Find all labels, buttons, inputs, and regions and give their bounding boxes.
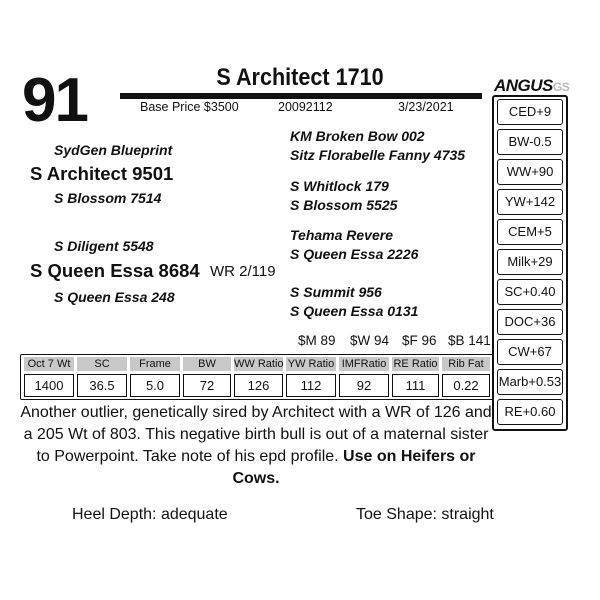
epd-bw: BW-0.5 <box>497 129 563 155</box>
table-cell: 0.22 <box>442 374 490 397</box>
angus-logo-text: ANGUS <box>494 76 553 95</box>
pedigree-ds-sire: Tehama Revere <box>290 227 393 243</box>
pedigree-sd-dam: S Blossom 5525 <box>290 197 398 213</box>
table-header: Rib Fat <box>442 357 490 371</box>
angus-logo-suffix: GS <box>552 80 570 94</box>
table-cell: 126 <box>234 374 283 397</box>
epd-sc: SC+0.40 <box>497 279 563 305</box>
description-emphasis: Use on Heifers or Cows. <box>232 448 476 487</box>
epd-cem: CEM+5 <box>497 219 563 245</box>
epd-marb: Marb+0.53 <box>497 369 563 395</box>
index-w: $W 94 <box>350 333 390 348</box>
table-header: Oct 7 Wt <box>24 357 74 371</box>
table-cell: 5.0 <box>130 374 180 397</box>
pedigree-ss-dam: Sitz Florabelle Fanny 4735 <box>290 147 466 163</box>
pedigree-dam: S Queen Essa 8684 <box>30 260 200 281</box>
table-cell: 36.5 <box>77 374 127 397</box>
epd-re: RE+0.60 <box>497 399 563 425</box>
table-header: SC <box>77 357 127 371</box>
epd-yw: YW+142 <box>497 189 563 215</box>
pedigree-sire-sire: SydGen Blueprint <box>54 142 173 158</box>
registration-number: 20092112 <box>278 100 333 114</box>
epd-ww: WW+90 <box>497 159 563 185</box>
table-cell: 72 <box>183 374 231 397</box>
pedigree-dam-sire: S Diligent 5548 <box>54 238 154 254</box>
table-cell: 1400 <box>24 374 74 397</box>
lot-description <box>18 402 494 490</box>
table-cell: 92 <box>339 374 389 397</box>
bull-name: S Architect 1710 <box>216 64 384 91</box>
base-price: Base Price $3500 <box>140 100 239 114</box>
dam-weaning-ratio: WR 2/119 <box>210 263 276 280</box>
index-f: $F 96 <box>402 333 437 348</box>
lot-number: 91 <box>22 66 87 135</box>
epd-doc: DOC+36 <box>497 309 563 335</box>
pedigree-dam-dam: S Queen Essa 248 <box>54 289 175 305</box>
table-cell: 111 <box>392 374 439 397</box>
pedigree-ss-sire: KM Broken Bow 002 <box>290 128 425 144</box>
table-cell: 112 <box>286 374 336 397</box>
epd-ced: CED+9 <box>497 99 563 125</box>
pedigree-sire-dam: S Blossom 7514 <box>54 190 162 206</box>
description-text: Another outlier, genetically sired by Architect with a WR of 126 and a 205 Wt of 803. This negative birth bull is out of a maternal sister to Powerpoint. Take note of his epd profile. <box>20 404 492 465</box>
table-header: WW Ratio <box>234 358 284 370</box>
pedigree-ds-dam: S Queen Essa 2226 <box>290 246 419 262</box>
pedigree-sd-sire: S Whitlock 179 <box>290 178 389 194</box>
table-header: BW <box>183 357 231 371</box>
epd-milk: Milk+29 <box>497 249 563 275</box>
index-b: $B 141 <box>448 333 491 348</box>
table-header: IMFRatio <box>339 357 389 371</box>
pedigree-sire: S Architect 9501 <box>30 163 174 184</box>
toe-shape: Toe Shape: straight <box>356 506 494 523</box>
angus-logo <box>494 76 569 96</box>
pedigree-dd-sire: S Summit 956 <box>290 284 382 300</box>
table-header: RE Ratio <box>393 358 438 370</box>
pedigree-dd-dam: S Queen Essa 0131 <box>290 303 419 319</box>
birth-date: 3/23/2021 <box>398 100 454 114</box>
table-header: Frame <box>130 357 180 371</box>
epd-cw: CW+67 <box>497 339 563 365</box>
title-rule <box>120 93 482 99</box>
index-m: $M 89 <box>298 333 336 348</box>
table-header: YW Ratio <box>287 358 335 370</box>
heel-depth: Heel Depth: adequate <box>72 506 228 523</box>
